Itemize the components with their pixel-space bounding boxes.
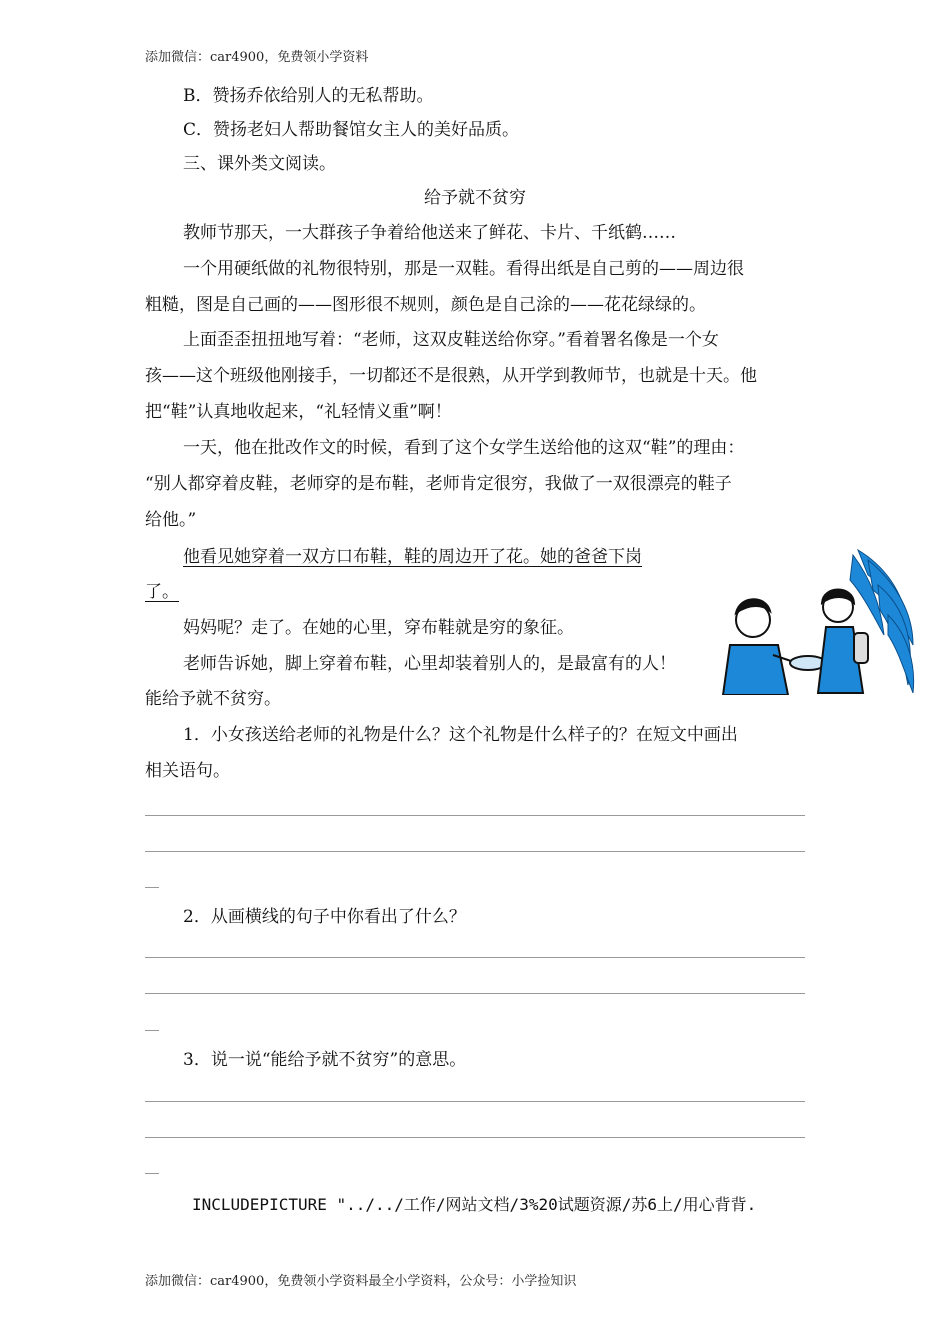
teacher-and-girl-illustration [708, 545, 918, 695]
answer-line[interactable] [145, 957, 805, 958]
question-2: 2．从画横线的句子中你看出了什么？ [183, 907, 466, 927]
question-1-cont: 相关语句。 [145, 761, 230, 781]
underlined-sentence-end: 了。 [145, 582, 179, 602]
option-b: B．赞扬乔依给别人的无私帮助。 [183, 86, 434, 106]
passage-line: 一天，他在批改作文的时候，看到了这个女学生送给他的这双“鞋”的理由： [183, 438, 745, 458]
passage-line: 妈妈呢？走了。在她的心里，穿布鞋就是穷的象征。 [183, 618, 574, 638]
section-heading: 三、课外类文阅读。 [183, 154, 336, 174]
passage-line: 教师节那天，一大群孩子争着给他送来了鲜花、卡片、千纸鹤…… [183, 223, 676, 243]
question-1: 1．小女孩送给老师的礼物是什么？这个礼物是什么样子的？在短文中画出 [183, 725, 738, 745]
passage-line: 粗糙，图是自己画的——图形很不规则，颜色是自己涂的——花花绿绿的。 [145, 295, 706, 315]
answer-line[interactable] [145, 815, 805, 816]
passage-line: 给他。” [145, 510, 197, 530]
page-footer: 添加微信：car4900，免费领小学资料最全小学资料，公众号：小学捡知识 [145, 1274, 577, 1289]
passage-line: “别人都穿着皮鞋，老师穿的是布鞋，老师肯定很穷，我做了一双很漂亮的鞋子 [145, 474, 732, 494]
answer-line[interactable] [145, 993, 805, 994]
passage-line: 一个用硬纸做的礼物很特别，那是一双鞋。看得出纸是自己剪的——周边很 [183, 259, 744, 279]
answer-line[interactable] [145, 851, 805, 852]
answer-line-end [145, 1173, 159, 1174]
answer-line-end [145, 887, 159, 888]
question-3: 3．说一说“能给予就不贫穷”的意思。 [183, 1050, 467, 1070]
include-picture-field: INCLUDEPICTURE "../../工作/网站文档/3%20试题资源/苏6上/用心背背. [192, 1195, 757, 1214]
passage-line: 能给予就不贫穷。 [145, 689, 281, 709]
passage-line: 上面歪歪扭扭地写着：“老师，这双皮鞋送给你穿。”看着署名像是一个女 [183, 330, 719, 350]
answer-line-end [145, 1030, 159, 1031]
passage-line: 把“鞋”认真地收起来，“礼轻情义重”啊！ [145, 402, 452, 422]
option-c: C．赞扬老妇人帮助餐馆女主人的美好品质。 [183, 120, 520, 140]
answer-line[interactable] [145, 1101, 805, 1102]
girl-figure [818, 590, 868, 694]
passage-line: 孩——这个班级他刚接手，一切都还不是很熟，从开学到教师节，也就是十天。他 [145, 366, 757, 386]
teacher-figure [723, 599, 826, 695]
passage-line: 老师告诉她，脚上穿着布鞋，心里却装着别人的，是最富有的人！ [183, 654, 676, 674]
passage-title: 给予就不贫穷 [424, 188, 526, 208]
answer-line[interactable] [145, 1137, 805, 1138]
underlined-sentence: 他看见她穿着一双方口布鞋，鞋的周边开了花。她的爸爸下岗 [183, 547, 642, 567]
page-header: 添加微信：car4900，免费领小学资料 [145, 50, 369, 65]
